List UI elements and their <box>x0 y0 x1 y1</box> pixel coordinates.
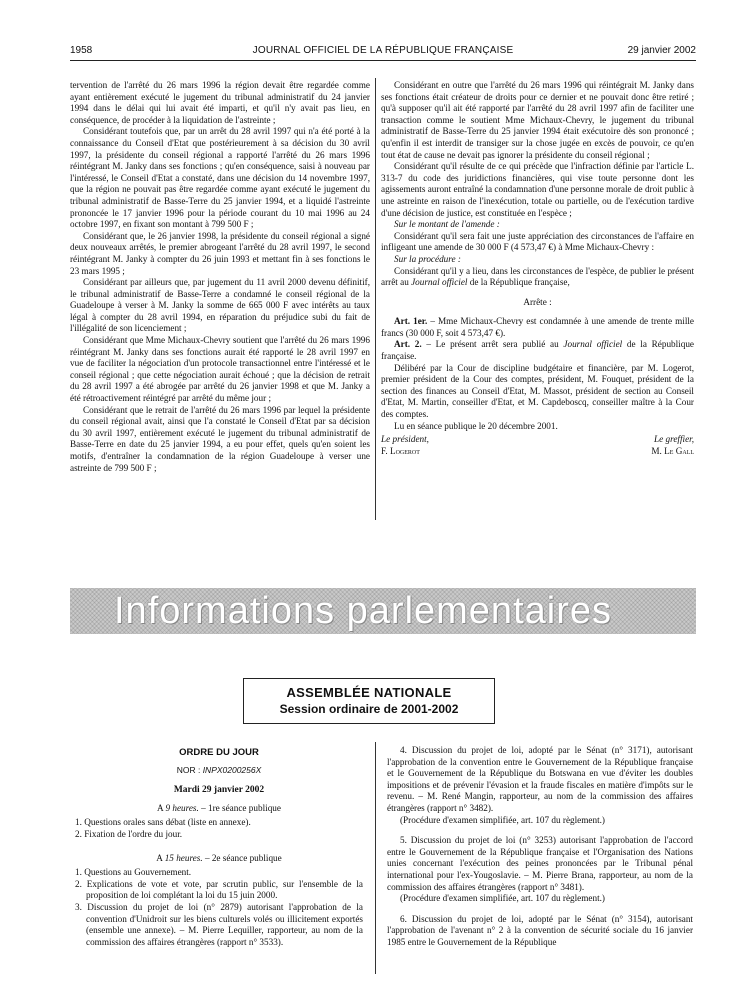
signatures <box>381 434 694 457</box>
nor-reference: NOR : INPX0200256X <box>176 764 262 775</box>
paragraph: Délibéré par la Cour de discipline budgétaire et financière, par M. Logerot, premier président de la Cour des comptes, président, M. Fouquet, président de la section des finances au Conseil d'Etat, M. Massot, président de section au Conseil d'Etat, M. Martin, conseiller d'Etat, et M. Capdeboscq, conseiller maître à la Cour des comptes. <box>381 362 694 420</box>
agenda-item: 5. Discussion du projet de loi (n° 3253) autorisant l'approbation de l'accord entre le Gouvernement de la République française et l'Organisation des Nations unies concernant l'exécution des peines prononcées par le Tribunal pénal international pour l'ex-Yougoslavie. – M. Pierre Brana, rapporteur, au nom de la commission des affaires étrangères (rapport n° 3481). <box>387 835 693 892</box>
article-2: Art. 2. – Le présent arrêt sera publié au Journal officiel de la République française. <box>381 339 694 362</box>
president-name: F. Logerot <box>381 445 420 456</box>
running-header <box>70 45 696 59</box>
agenda-item: 2. Fixation de l'ordre du jour. <box>75 828 183 839</box>
procedure-note: (Procédure d'examen simplifiée, art. 107 du règlement.) <box>400 893 605 904</box>
procedure-note: (Procédure d'examen simplifiée, art. 107 du règlement.) <box>400 814 605 825</box>
arrete-heading: Arrête : <box>523 296 552 307</box>
greffier-title: Le greffier, <box>654 434 694 445</box>
subheading-procedure: Sur la procédure : <box>394 253 461 264</box>
agenda-item: 2. Explications de vote et vote, par scrutin public, sur l'ensemble de la proposition de loi complétant la loi du 15 juin 2000. <box>75 878 363 901</box>
paragraph: Considérant toutefois que, par un arrêt du 28 avril 1997 qui n'a été porté à la connaissance du Conseil d'Etat que postérieurement à sa décision du 30 avril 1997, la présidente du conseil régional a rapporté l'arrêté du 26 mars 1996 réintégrant M. Janky dans ses fonctions ; qu'en conséquence, saisi à nouveau par l'intéressé, le Conseil d'Etat a constaté, dans une décision du 14 novembre 1997, que la région ne pouvait pas être regardée comme ayant exécuté le jugement du tribunal administratif de Basse-Terre du 25 janvier 1994, et a liquidé l'astreinte prononcée le 17 janvier 1996 pour la période courant du 10 mai 1996 au 24 octobre 1997, en fixant son montant à 799 500 F ; <box>70 126 370 230</box>
assembly-box <box>243 678 495 724</box>
paragraph: Considérant qu'il y a lieu, dans les circonstances de l'espèce, de publier le présent arrêt au Journal officiel de la République française, <box>381 265 694 288</box>
agenda-item: 1. Questions orales sans débat (liste en annexe). <box>75 817 251 828</box>
greffier-name: M. Le Gall <box>651 445 694 456</box>
section-banner <box>70 588 696 634</box>
paragraph: Considérant en outre que l'arrêté du 26 mars 1996 qui réintégrait M. Janky dans ses fonctions était créateur de droits pour ce dernier et ne pouvait donc être retiré ; qu'à supposer qu'il ait été rapporté par l'arrêté du 28 avril 1997 afin de faciliter une transaction comme le soutient Mme Michaux-Chevry, le jugement du tribunal administratif de Basse-Terre du 25 janvier 1994 était exécutoire dès son prononcé ; qu'enfin il est interdit de transiger sur la chose jugée en excès de pouvoir, ce qu'en tout état de cause ne devait pas ignorer la présidente du conseil régional ; <box>381 80 694 160</box>
paragraph: Considérant qu'il résulte de ce qui précède que l'infraction définie par l'article L. 313-7 du code des juridictions financières, qui vise toute personne dont les agissements auront entraîné la condamnation d'une personne morale de droit public à une astreinte en raison de l'inexécution, totale ou partielle, ou de l'exécution tardive d'une décision de justice, est constituée en l'espèce ; <box>381 161 694 218</box>
paragraph: Considérant qu'il sera fait une juste appréciation des circonstances de l'affaire en infligeant une amende de 30 000 F (4 573,47 €) à Mme Michaux-Chevry : <box>381 230 694 253</box>
president-title: Le président, <box>381 434 429 445</box>
journal-title: JOURNAL OFFICIEL DE LA RÉPUBLIQUE FRANÇAISE <box>252 45 514 56</box>
session-title: Session ordinaire de 2001-2002 <box>279 702 459 716</box>
paragraph: Considérant par ailleurs que, par jugement du 11 avril 2000 devenu définitif, le tribunal administratif de Basse-Terre a condamné le conseil régional de la Guadeloupe à verser à M. Janky la somme de 665 000 F avec intérêts au taux légal à compter du 28 avril 1994, en réparation du préjudice subi du fait de l'illégalité de son licenciement ; <box>70 277 370 334</box>
agenda-item: 6. Discussion du projet de loi, adopté par le Sénat (n° 3154), autorisant l'approbation de l'avenant n° 2 à la convention de sécurité sociale du 16 janvier 1985 entre le Gouvernement de la République <box>387 913 693 947</box>
agenda-date: Mardi 29 janvier 2002 <box>173 785 265 796</box>
session-1-heading: A 9 heures. – 1re séance publique <box>157 802 281 813</box>
agenda-item: 4. Discussion du projet de loi, adopté par le Sénat (n° 3171), autorisant l'approbation de la convention entre le Gouvernement de la République française et le Gouvernement de la République du Botswana en vue d'éviter les doubles impositions et de prévenir l'évasion et la fraude fiscales en matière d'impôts sur le revenu. – M. René Mangin, rapporteur, au nom de la commission des affaires étrangères (rapport n° 3482). <box>387 745 693 813</box>
paragraph: Considérant que le retrait de l'arrêté du 26 mars 1996 par lequel la présidente du conseil régional avait, ainsi que l'a constaté le Conseil d'Etat par sa décision du 30 avril 1997, entièrement exécuté le jugement du tribunal administratif de Basse-Terre en date du 25 janvier 1994, a eu pour effet, quels qu'en soient les motifs, d'entraîner la condamnation de la région Guadeloupe à verser une astreinte de 799 500 F ; <box>70 404 370 473</box>
agenda-heading: ORDRE DU JOUR <box>179 747 259 758</box>
paragraph: Considérant que Mme Michaux-Chevry soutient que l'arrêté du 26 mars 1996 réintégrant M. Janky dans ses fonctions aurait été rapporté le 28 avril 1997 en vue de faciliter la négociation d'un protocole transactionnel entre l'intéressé et le conseil régional ; que cette négociation aurait échoué ; que la décision de retrait du 28 avril 1997 a été abrogée par arrêté du 26 janvier 1998 et que M. Janky a été rétroactivement réintégré par arrêté du même jour ; <box>70 335 370 404</box>
header-rule <box>70 60 696 61</box>
right-column <box>381 80 694 457</box>
article-1: Art. 1er. – Mme Michaux-Chevry est condamnée à une amende de trente mille francs (30 000 F, soit 4 573,47 €). <box>381 316 694 338</box>
paragraph: Considérant que, le 26 janvier 1998, la présidente du conseil régional a signé deux nouveaux arrêtés, le premier abrogeant l'arrêté du 28 avril 1997, le second réintégrant M. Janky à compter du 26 juin 1993 et mettant fin à ses fonctions le 23 mars 1995 ; <box>70 230 370 276</box>
agenda-item: 3. Discussion du projet de loi (n° 2879) autorisant l'approbation de la convention d'Unidroit sur les biens culturels volés ou illicitement exportés (ensemble une annexe). – M. Pierre Lequiller, rapporteur, au nom de la commission des affaires étrangères (rapport n° 3533). <box>75 901 363 947</box>
agenda-right-column <box>387 745 693 949</box>
column-divider <box>375 742 376 974</box>
issue-date: 29 janvier 2002 <box>627 45 696 56</box>
agenda-left-column <box>75 745 363 948</box>
banner-title: Informations parlementaires <box>114 590 612 632</box>
assembly-title: ASSEMBLÉE NATIONALE <box>286 685 452 700</box>
agenda-item: 1. Questions au Gouvernement. <box>75 867 192 878</box>
subheading-montant: Sur le montant de l'amende : <box>394 219 500 230</box>
page-number: 1958 <box>70 45 93 56</box>
session-2-heading: A 15 heures. – 2e séance publique <box>156 852 282 863</box>
left-column <box>70 80 370 474</box>
paragraph: Lu en séance publique le 20 décembre 2001. <box>394 420 558 431</box>
column-divider <box>375 78 376 520</box>
paragraph: tervention de l'arrêté du 26 mars 1996 la région devait être regardée comme ayant entièrement exécuté le jugement du tribunal administratif du 24 janvier 1994 dans le délai qui lui avait été imparti, et qu'il n'y avait pas lieu, en conséquence, de procéder à la liquidation de l'astreinte ; <box>70 80 370 125</box>
